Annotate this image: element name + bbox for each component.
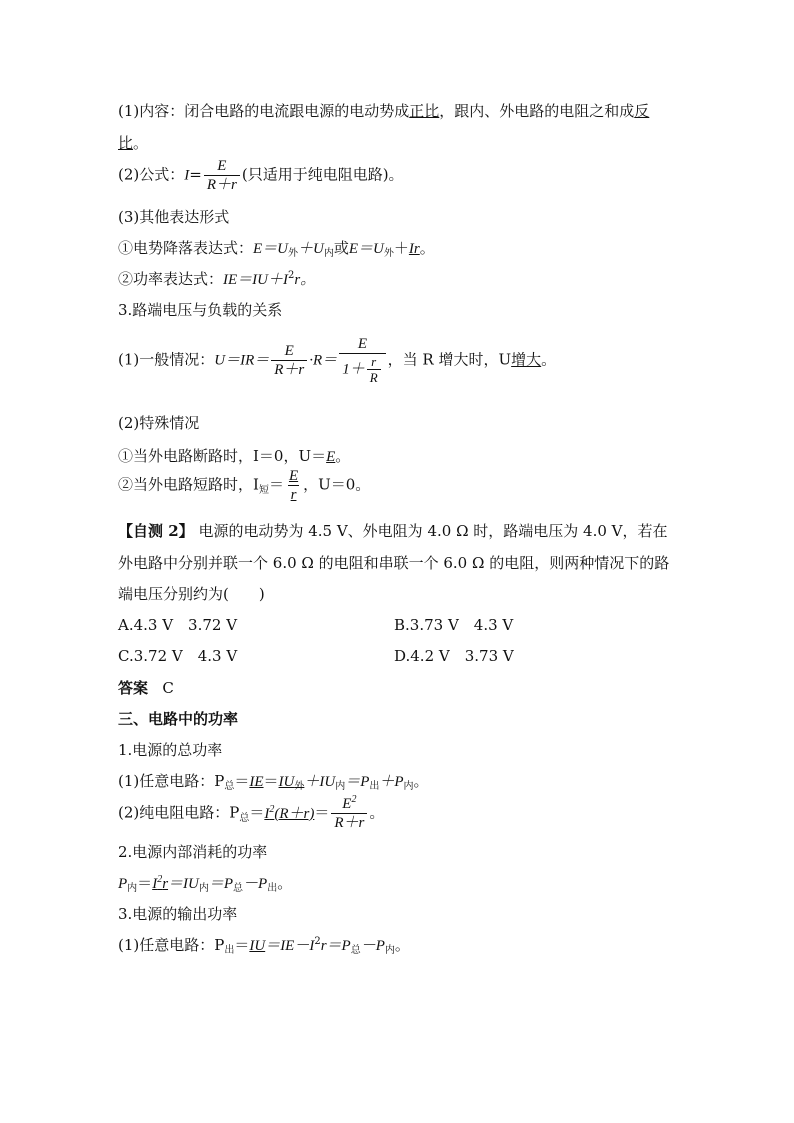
- subscript: 短: [258, 484, 269, 496]
- formula: IU: [278, 774, 295, 790]
- answer-blank: IU: [249, 938, 266, 954]
- numerator: E: [284, 343, 294, 360]
- content-line-cont: [118, 132, 148, 153]
- formula: IE＝IU＋I: [223, 272, 288, 288]
- punct: 。: [133, 134, 149, 152]
- sub-heading: (2)特殊情况: [118, 414, 200, 432]
- answer-blank: [264, 803, 315, 822]
- equals: =: [189, 165, 202, 184]
- formula: ＋IU: [304, 774, 336, 790]
- superscript: 2: [351, 794, 357, 805]
- formula: (R＋r): [274, 805, 315, 822]
- superscript: 2: [157, 874, 163, 885]
- answer-blank: 比: [118, 134, 134, 152]
- numerator: E: [357, 336, 367, 352]
- subscript: 内: [127, 883, 138, 894]
- formula-label: ①电势降落表达式：: [118, 239, 254, 257]
- option-a: A.4.3 V 3.72 V: [118, 616, 238, 634]
- superscript: 2: [288, 270, 295, 281]
- equals: ＝: [268, 475, 284, 494]
- answer-blank: 正比: [409, 102, 440, 120]
- answer-blank: E: [326, 449, 336, 465]
- punct: 。: [335, 447, 351, 465]
- nested-fraction: [367, 355, 381, 386]
- equals: ＝: [249, 803, 265, 822]
- formula-label: (1)任意电路：P: [118, 936, 225, 954]
- quiz-tag: 【自测 2】: [118, 522, 194, 540]
- fraction: [331, 796, 367, 831]
- denominator: r: [288, 485, 300, 504]
- formula: ·R＝: [309, 352, 338, 369]
- superscript: 2: [269, 803, 275, 815]
- sub-heading: 3.电源的输出功率: [118, 905, 238, 923]
- subscript: 内: [198, 883, 209, 894]
- equals: ＝: [137, 874, 153, 892]
- formula: I: [152, 876, 158, 892]
- formula-line: [118, 796, 384, 831]
- formula-line: [118, 237, 435, 258]
- content-text: ①当外电路断路时，I＝0，U＝: [118, 447, 327, 465]
- formula: －P: [243, 876, 268, 892]
- superscript: 2: [314, 936, 321, 947]
- fraction: [204, 158, 240, 193]
- formula: r。: [294, 272, 316, 288]
- formula-line: [118, 872, 292, 893]
- answer-value: C: [162, 679, 174, 697]
- formula: ＋U: [298, 241, 324, 257]
- formula-line: [118, 268, 315, 289]
- content-text: ②当外电路短路时，I: [118, 475, 259, 494]
- formula-label: (1)任意电路：P: [118, 772, 225, 790]
- formula-line: [118, 158, 404, 193]
- formula: r＝P: [320, 938, 351, 954]
- option-b: B.3.73 V 4.3 V: [394, 616, 514, 634]
- denominator: [339, 353, 385, 386]
- section-heading: 三、电路中的功率: [118, 710, 239, 728]
- subscript: 总: [233, 883, 244, 894]
- formula: E＝U: [253, 241, 289, 257]
- formula-label: (1)一般情况：: [118, 350, 215, 369]
- punct: 。: [541, 350, 557, 369]
- formula-label: (2)纯电阻电路：P: [118, 803, 240, 822]
- equals: ＝: [263, 772, 279, 790]
- fraction: [271, 343, 307, 378]
- formula: ＋: [393, 239, 409, 257]
- formula-line: [118, 336, 556, 385]
- punct: 。: [369, 803, 385, 822]
- answer-blank: 反: [634, 102, 650, 120]
- answer-blank: 增大: [511, 350, 542, 369]
- subscript: 内: [335, 781, 346, 792]
- sub-heading: 2.电源内部消耗的功率: [118, 843, 268, 861]
- quiz-text: 电源的电动势为 4.5 V、外电阻为 4.0 Ω 时，路端电压为 4.0 V，若在: [198, 522, 668, 540]
- subscript: 内: [323, 248, 334, 259]
- formula: －P: [360, 938, 385, 954]
- content-text: ，当 R 增大时，U: [387, 350, 512, 369]
- subscript: 总: [239, 812, 250, 824]
- content-text: ，U＝0。: [303, 475, 371, 494]
- equals: ＝: [234, 936, 250, 954]
- fraction: [339, 336, 385, 385]
- numerator: E: [217, 158, 227, 174]
- content-text: ，跟内、外电路的电阻之和成: [439, 102, 635, 120]
- sub-heading: 1.电源的总功率: [118, 741, 223, 759]
- denominator: R＋r: [271, 360, 307, 379]
- sub-heading: (3)其他表达形式: [118, 208, 230, 226]
- content-text: (1)内容：闭合电路的电流跟电源的电动势成: [118, 102, 410, 120]
- subscript: 外: [288, 248, 299, 259]
- subscript: 外: [294, 781, 305, 792]
- answer-blank: Ir: [408, 241, 420, 257]
- formula: ＝P: [345, 774, 370, 790]
- formula-note: (只适用于纯电阻电路)。: [241, 165, 404, 184]
- formula-line: [118, 445, 350, 466]
- formula: r: [162, 876, 169, 892]
- section-heading: 3.路端电压与负载的关系: [118, 301, 283, 319]
- formula-line: [118, 468, 370, 503]
- formula: P: [118, 876, 128, 892]
- denominator: R＋r: [204, 175, 240, 194]
- numerator: [339, 796, 359, 813]
- var-I: I: [184, 167, 190, 184]
- denominator: R: [367, 369, 381, 385]
- formula: E: [342, 796, 352, 812]
- formula: ＝IU: [168, 876, 199, 892]
- equals: ＝: [314, 803, 330, 822]
- denominator: R＋r: [331, 813, 367, 832]
- denominator-text: 1＋: [342, 361, 365, 378]
- answer-blank: IE: [249, 774, 264, 790]
- subscript: 出: [224, 945, 235, 956]
- option-c: C.3.72 V 4.3 V: [118, 647, 238, 665]
- numerator: E: [288, 468, 299, 484]
- answer-blank: [279, 772, 305, 790]
- punct: 。: [419, 239, 435, 257]
- answer-line: [118, 677, 174, 698]
- answer-label: 答案: [118, 679, 149, 697]
- quiz-question-line: [118, 520, 668, 541]
- formula: U＝IR＝: [214, 352, 270, 369]
- subscript: 外: [383, 248, 394, 259]
- punct: 。: [413, 772, 429, 790]
- subscript: 总: [350, 945, 361, 956]
- formula: ＝P: [208, 876, 234, 892]
- formula-line: [118, 934, 410, 955]
- answer-blank: [152, 876, 168, 892]
- equals: ＝: [234, 772, 250, 790]
- subscript: 出: [267, 883, 278, 894]
- conj: 或: [333, 239, 349, 257]
- formula: E＝U: [348, 241, 384, 257]
- content-line: [118, 100, 649, 121]
- subscript: 内: [384, 945, 395, 956]
- formula: ＝IE－I: [265, 938, 315, 954]
- formula-line: [118, 770, 429, 791]
- option-d: D.4.2 V 3.73 V: [394, 647, 514, 665]
- subscript: 内: [403, 781, 414, 792]
- punct: 。: [277, 874, 293, 892]
- numerator: r: [371, 353, 377, 369]
- subscript: 出: [369, 781, 380, 792]
- formula: ＋P: [379, 774, 404, 790]
- formula-label: ②功率表达式：: [118, 270, 224, 288]
- fraction-answer: [286, 468, 301, 503]
- quiz-text: 外电路中分别并联一个 6.0 Ω 的电阻和串联一个 6.0 Ω 的电阻，则两种情况下的路: [118, 554, 670, 572]
- quiz-text: 端电压分别约为( ): [118, 585, 265, 603]
- formula-label: (2)公式：: [118, 165, 185, 184]
- formula: I: [264, 805, 270, 822]
- punct: 。: [394, 936, 410, 954]
- subscript: 总: [224, 781, 235, 792]
